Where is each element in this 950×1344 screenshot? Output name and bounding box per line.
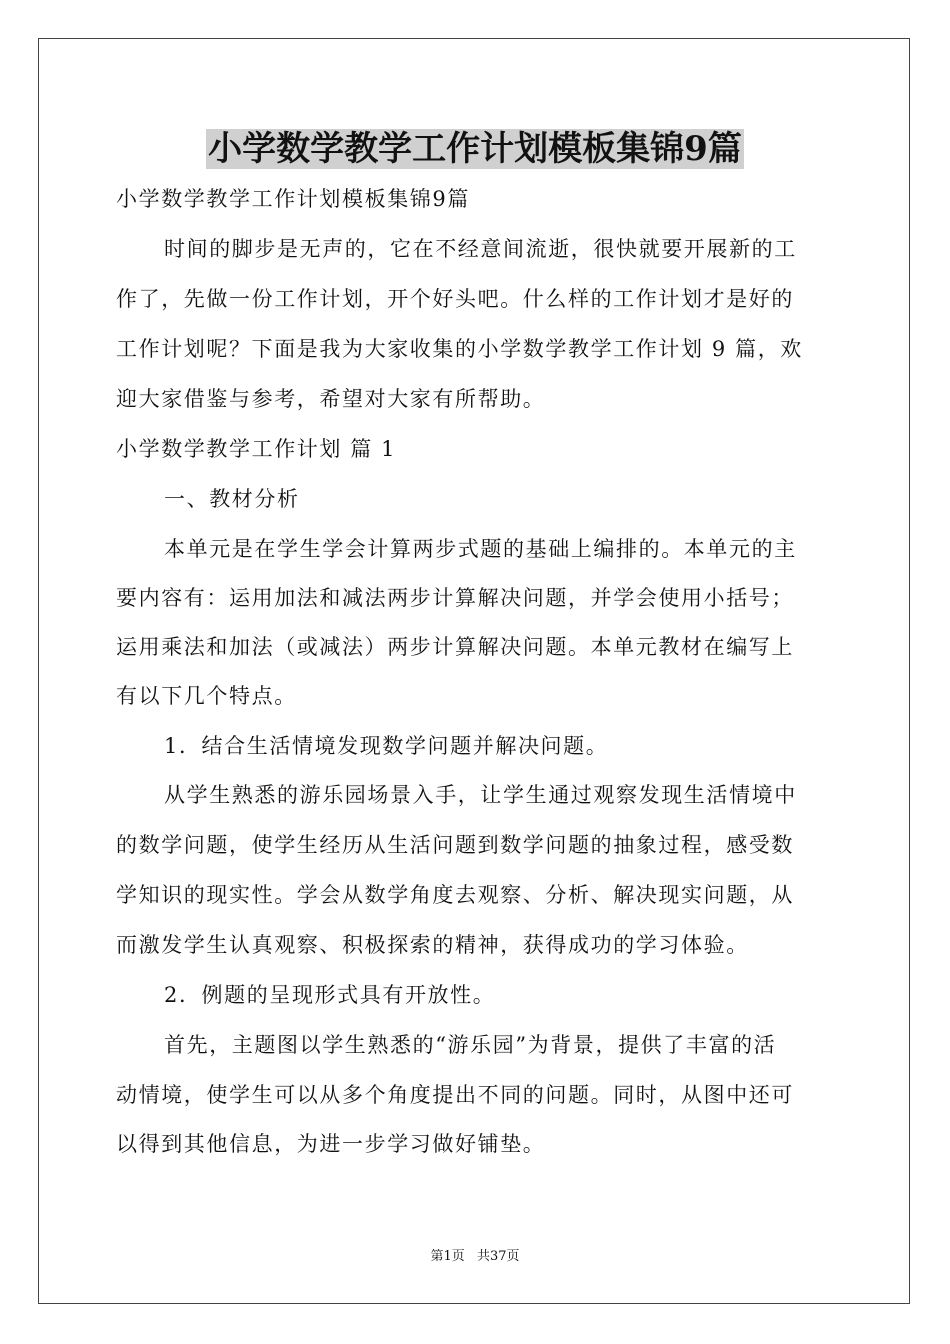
paragraph-line: 运用乘法和加法（或减法）两步计算解决问题。本单元教材在编写上 [116, 635, 794, 659]
paragraph-line: 本单元是在学生学会计算两步式题的基础上编排的。本单元的主 [164, 537, 797, 561]
document-title [0, 126, 950, 172]
section-heading: 小学数学教学工作计划 篇 1 [116, 437, 397, 461]
list-item-heading: 2．例题的呈现形式具有开放性。 [164, 983, 496, 1007]
paragraph-line: 时间的脚步是无声的，它在不经意间流逝，很快就要开展新的工 [164, 237, 797, 261]
paragraph-line: 动情境，使学生可以从多个角度提出不同的问题。同时，从图中还可 [116, 1083, 794, 1107]
document-title-text: 小学数学教学工作计划模板集锦9篇 [208, 129, 742, 169]
page-total: 共37页 [476, 1249, 520, 1264]
page-number: 第1页 [430, 1249, 465, 1264]
paragraph-line: 学知识的现实性。学会从数学角度去观察、分析、解决现实问题，从 [116, 883, 794, 907]
paragraph-line: 要内容有：运用加法和减法两步计算解决问题，并学会使用小括号； [116, 586, 794, 610]
paragraph-line: 有以下几个特点。 [116, 684, 297, 708]
paragraph-line: 的数学问题，使学生经历从生活问题到数学问题的抽象过程，感受数 [116, 833, 794, 857]
subtitle-line: 小学数学教学工作计划模板集锦9篇 [116, 187, 470, 211]
paragraph-line: 迎大家借鉴与参考，希望对大家有所帮助。 [116, 387, 546, 411]
subsection-heading: 一、教材分析 [164, 487, 300, 511]
paragraph-line: 而激发学生认真观察、积极探索的精神，获得成功的学习体验。 [116, 933, 749, 957]
paragraph-line: 作了，先做一份工作计划，开个好头吧。什么样的工作计划才是好的 [116, 287, 794, 311]
paragraph-line: 工作计划呢？下面是我为大家收集的小学数学教学工作计划 9 篇，欢 [116, 337, 803, 361]
page-border [38, 38, 910, 1304]
page-footer [0, 1248, 950, 1266]
paragraph-line: 以得到其他信息，为进一步学习做好铺垫。 [116, 1132, 546, 1156]
list-item-heading: 1．结合生活情境发现数学问题并解决问题。 [164, 734, 609, 758]
paragraph-line: 从学生熟悉的游乐园场景入手，让学生通过观察发现生活情境中 [164, 783, 797, 807]
paragraph-line: 首先，主题图以学生熟悉的“游乐园”为背景，提供了丰富的活 [164, 1033, 777, 1057]
